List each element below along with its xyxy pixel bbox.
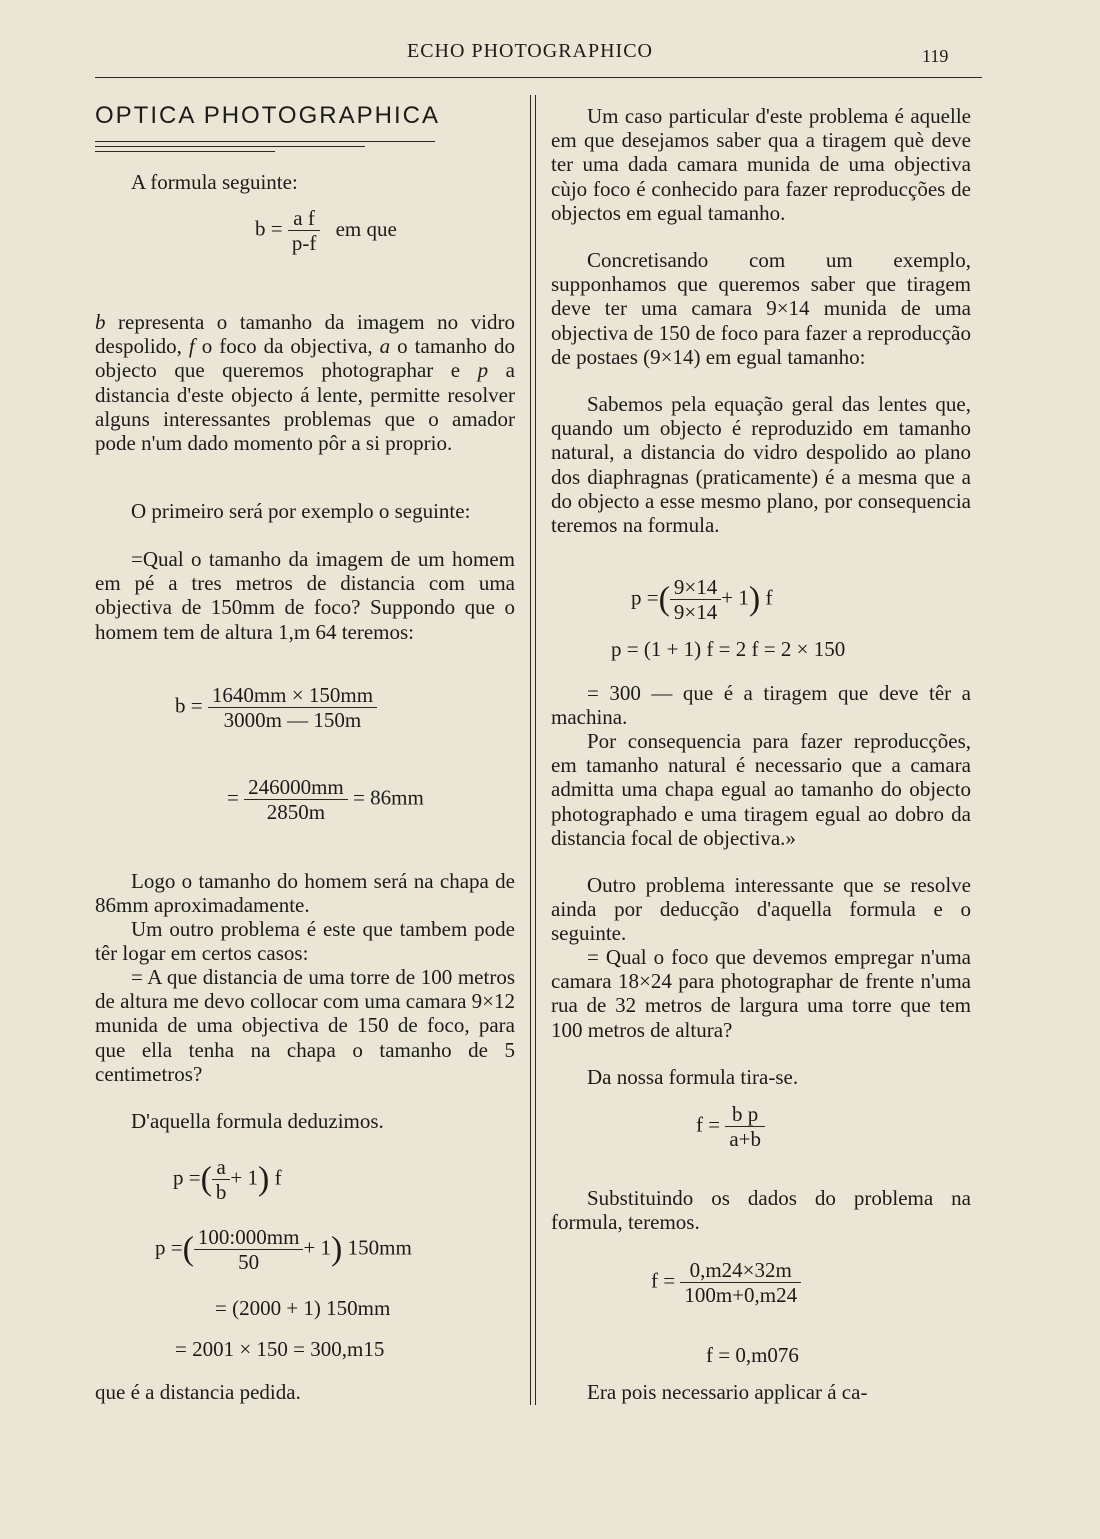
paragraph-deduction: D'aquella formula deduzimos.: [131, 1109, 384, 1133]
paragraph-closing: Era pois necessario applicar á ca-: [587, 1380, 868, 1404]
paragraph-consequence: Por consequencia para fazer reproducções, em tamanho natural é necessario que a camara admitta uma chapa egual ao tamanho do objecto photographado e uma tiragem egual ao dobro da distancia focal de objectiva.»: [551, 729, 971, 850]
formula-denominator: p-f: [291, 231, 317, 256]
paragraph-definitions: b representa o tamanho da imagem no vidro despolido, f o foco da objectiva, a o tamanho do objecto que queremos photographar e p a distancia d'este objecto á lente, permitte resolver alguns interessantes problemas que o amador pode n'um dado momento pôr a si proprio.: [95, 310, 515, 456]
paragraph-tiragem: = 300 — que é a tiragem que deve têr a machina.: [551, 681, 971, 730]
column-rule-left: [530, 95, 531, 1405]
equation-f-substituted: f = $\frac{0,m24\times 32m}{100m+0,m24}$: [651, 1258, 801, 1307]
header-rule: [95, 77, 982, 78]
equation-f-general: f = $\frac{\text{b p}}{a+b}$: [696, 1102, 765, 1151]
paragraph-example: Concretisando com um exemplo, supponhamos que queremos saber que tiragem deve ter uma camara 9×14 munida de uma objectiva de 150 de foco para fazer a reproducção de postaes (9×14) em egual tamanho:: [551, 248, 971, 369]
equation-p-general: p =( $\frac{a}{b}$ + 1) f: [173, 1155, 282, 1205]
paragraph-another-problem: Outro problema interessante que se resolve ainda por deducção d'aquella formula e o seguinte.: [551, 873, 971, 946]
title-underline-1: [95, 141, 435, 142]
formula-lhs: b =: [255, 216, 283, 241]
title-underline-3: [95, 151, 275, 152]
intro-text: A formula seguinte:: [131, 170, 298, 194]
title-underline-2: [95, 146, 365, 147]
paragraph-result-1: Logo o tamanho do homem será na chapa de 86mm aproximadamente.: [95, 869, 515, 918]
equation-p-substituted: p =( $\frac{100:000mm}{50}$ + 1) 150mm: [155, 1225, 412, 1275]
equation-f-result: f = 0,m076: [706, 1343, 799, 1367]
equation-b-1: b = $\frac{1640mm \times 150mm}{3000m — 150m}$: [175, 683, 377, 732]
equation-p-step: = (2000 + 1) 150mm: [215, 1296, 391, 1320]
paragraph-second-problem: Um outro problema é este que tambem pode têr logar em certos casos:: [95, 917, 515, 966]
formula-numerator: a f: [288, 206, 321, 231]
column-rule-right: [535, 95, 536, 1405]
article-title: OPTICA PHOTOGRAPHICA: [95, 102, 440, 129]
equation-p-double: p = (1 + 1) f = 2 f = 2 × 150: [611, 637, 846, 661]
paragraph-lens-equation: Sabemos pela equação geral das lentes que, quando um objecto é reproduzido em tamanho natural, a distancia do vidro despolido ao plano dos diaphragnas (praticamente) é a mesma que a do objecto a esse mesmo plano, por consequencia teremos na formula.: [551, 392, 971, 538]
paragraph-question-3: = Qual o foco que devemos empregar n'uma camara 18×24 para photographar de frente n'uma rua de 32 metros de largura uma torre que tem 100 metros de altura?: [551, 945, 971, 1042]
formula-general: [255, 206, 397, 255]
paragraph-answer: que é a distancia pedida.: [95, 1380, 301, 1404]
paragraph-substituting: Substituindo os dados do problema na formula, teremos.: [551, 1186, 971, 1235]
equation-p-result: = 2001 × 150 = 300,m15: [175, 1337, 385, 1361]
equation-b-2: = $\frac{246000mm}{2850m}$ = 86mm: [227, 775, 424, 825]
paragraph-particular-case: Um caso particular d'este problema é aquelle em que desejamos saber qua a tiragem què deve ter uma dada camara munida de uma objectiva cùjo foco é conhecido para fazer reproducções de objectos em egual tamanho.: [551, 104, 971, 225]
paragraph-formula-intro: Da nossa formula tira-se.: [587, 1065, 799, 1089]
paragraph-first-problem: O primeiro será por exemplo o seguinte:: [131, 499, 471, 523]
paragraph-question-2: = A que distancia de uma torre de 100 metros de altura me devo collocar com uma camara 9×12 munida de uma objectiva de 150 de foco, para que ella tenha na chapa o tamanho de 5 centimetros?: [95, 965, 515, 1086]
running-title: ECHO PHOTOGRAPHICO: [407, 40, 653, 62]
page-number: 119: [922, 46, 949, 66]
formula-tail: em que: [335, 216, 397, 241]
paragraph-question-1: =Qual o tamanho da imagem de um homem em pé a tres metros de distancia com uma objectiva de 150mm de foco? Suppondo que o homem tem de altura 1,m 64 teremos:: [95, 547, 515, 644]
equation-p-postcards: p =( $\frac{9\times 14}{9\times 14}$ + 1) f: [631, 575, 773, 625]
